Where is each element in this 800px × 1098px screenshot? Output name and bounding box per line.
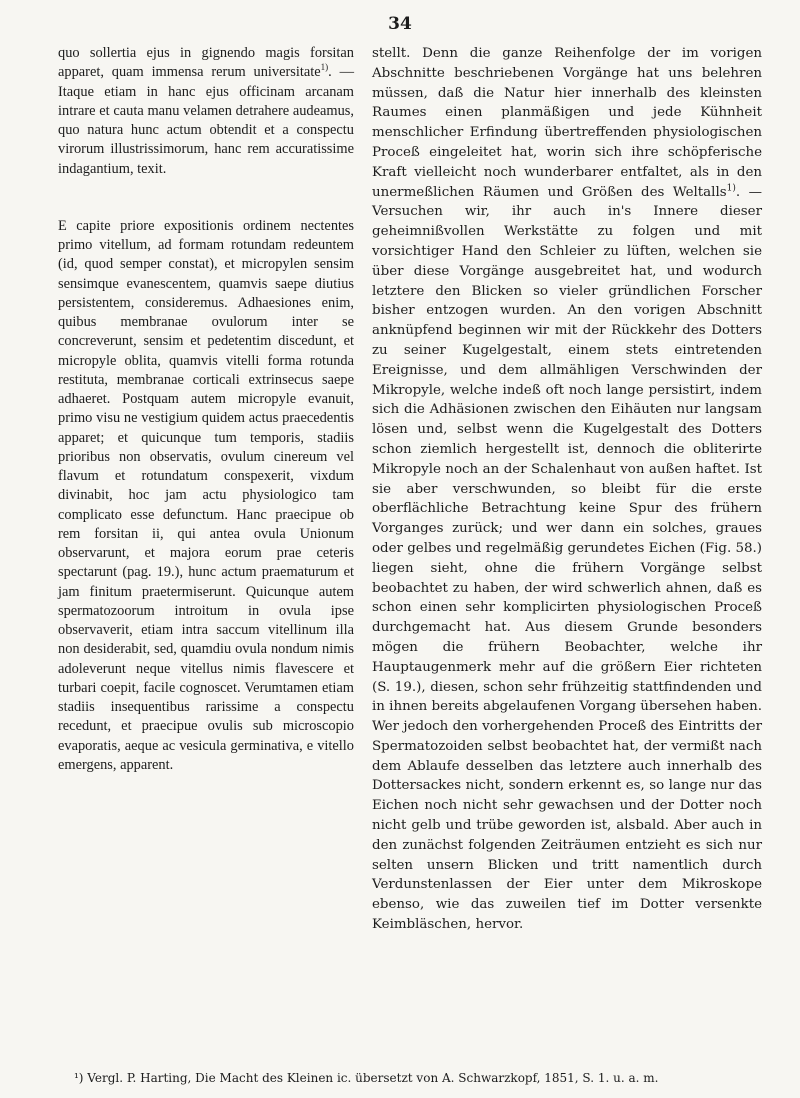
- latin-column: [58, 44, 354, 775]
- footnote-reference: 1): [320, 62, 329, 73]
- page-number: 34: [388, 14, 412, 34]
- german-paragraph: stellt. Denn die ganze Reihenfolge der im vorigen Abschnitte beschriebenen Vorgänge hat uns belehren müssen, daß die Natur hier innerhalb des kleinsten Raumes einen planmäßigen und jede Kühnheit menschlicher Erfindung übertreffenden physiologischen Proceß eingeleitet hat, worin sich ihre schöpferische Kraft vielleicht noch wunderbarer entfaltet, als in den unermeßlichen Räumen und Größen des Weltalls$^{1)}$. — Versuchen wir, ihr auch in's Innere dieser geheimnißvollen Werkstätte zu folgen und mit vorsichtiger Hand den Schleier zu lüften, welchen sie über diese Vorgänge ausgebreitet hat, und wodurch letztere den Blicken so vieler gründlichen Forscher bisher entzogen wurden. An den vorigen Abschnitt anknüpfend beginnen wir mit der Rückkehr des Dotters zu seiner Kugelgestalt, einem stets eintretenden Ereignisse, und dem allmähligen Verschwinden der Mikropyle, welche indeß oft noch lange persistirt, indem sich die Adhäsionen zwischen den Eihäuten nur langsam lösen und, selbst wenn die Kugelgestalt des Dotters schon ziemlich hergestellt ist, dennoch die obliterirte Mikropyle noch an der Schalenhaut von außen haftet. Ist sie aber verschwunden, so bleibt für die erste oberflächliche Betrachtung keine Spur des frühern Vorganges zurück; und wer dann ein solches, graues oder gelbes und regelmäßig gerundetes Eichen (Fig. 58.) liegen sieht, ohne die frühern Vorgänge selbst beobachtet zu haben, der wird schwerlich ahnen, daß es schon einen sehr komplicirten physiologischen Proceß durchgemacht hat. Aus diesem Grunde besonders mögen die frühern Beobachter, welche ihr Hauptaugenmerk mehr auf die größern Eier richteten (S. 19.), diesen, schon sehr frühzeitig stattfindenden und in ihnen bereits abgelaufenen Vorgang übersehen haben. Wer jedoch den vorhergehenden Proceß des Eintritts der Spermatozoiden selbst beobachtet hat, der vermißt nach dem Ablaufe desselben das letztere auch innerhalb des Dottersackes nicht, sondern erkennt es, so lange nur das Eichen noch nicht sehr gewachsen und der Dotter noch nicht gelb und trübe geworden ist, alsbald. Aber auch in den zunächst folgenden Zeiträumen entzieht es sich nur selten unsern Blicken und tritt namentlich durch Verdunstenlassen der Eier unter dem Mikroskope ebenso, wie das zuweilen tief im Dotter versenkte Keimbläschen, hervor.: [372, 46, 763, 933]
- footnote-reference: 1): [726, 183, 736, 194]
- footnote: ¹) Vergl. P. Harting, Die Macht des Kleinen ic. übersetzt von A. Schwarzkopf, 1851, S. 1. u. a. m.: [74, 1071, 659, 1085]
- german-column: [372, 44, 762, 935]
- latin-paragraph-1: quo sollertia ejus in gignendo magis forsitan apparet, quam immensa rerum universitate$^{1)}$. — Itaque etiam in hanc ejus officinam arcanam intrare et cauta manu velamen detrahere audeamus, quo natura hunc actum obtendit et a conspectu virorum illustrissimorum, hanc rem accuratissime indagantium, texit.: [58, 45, 354, 177]
- latin-paragraph-2: E capite priore expositionis ordinem nectentes primo vitellum, ad formam rotundam redeuntem (id, quod semper constat), et micropylen sensim sensimque evanescentem, quamvis saepe diutius persistentem, consideremus. Adhaesiones enim, quibus membranae ovulorum inter se concreverunt, sensim et pedetentim discedunt, et micropyle oblita, quamvis vitelli forma rotunda restituta, membranae corticali extrinsecus saepe adhaeret. Postquam autem micropyle evanuit, primo visu ne vestigium quidem actus praecedentis apparet; et quicunque tum temporis, stadiis prioribus non observatis, ovulum cinereum vel flavum et rotundatum conspexerit, vixdum divinabit, hoc jam actu physiologico tam complicato esse defunctum. Hanc praecipue ob rem forsitan ii, qui antea ovula Unionum observarunt, et majora eorum prae ceteris spectarunt (pag. 19.), hunc actum praematurum et jam finitum praetermiserunt. Quicunque autem spermatozoorum introitum in ovula ipse observaverit, etiam intra saccum vitellinum illa non desiderabit, sed, quamdiu ovula nondum nimis adoleverunt neque vitellus nimis flavescere et turbari coepit, facile cognoscet. Verumtamen etiam stadiis insequentibus rarissime a conspectu recedunt, et praecipue ovulis sub microscopio evaporatis, aeque ac vesicula germinativa, e vitello emergens, apparent.: [58, 217, 354, 773]
